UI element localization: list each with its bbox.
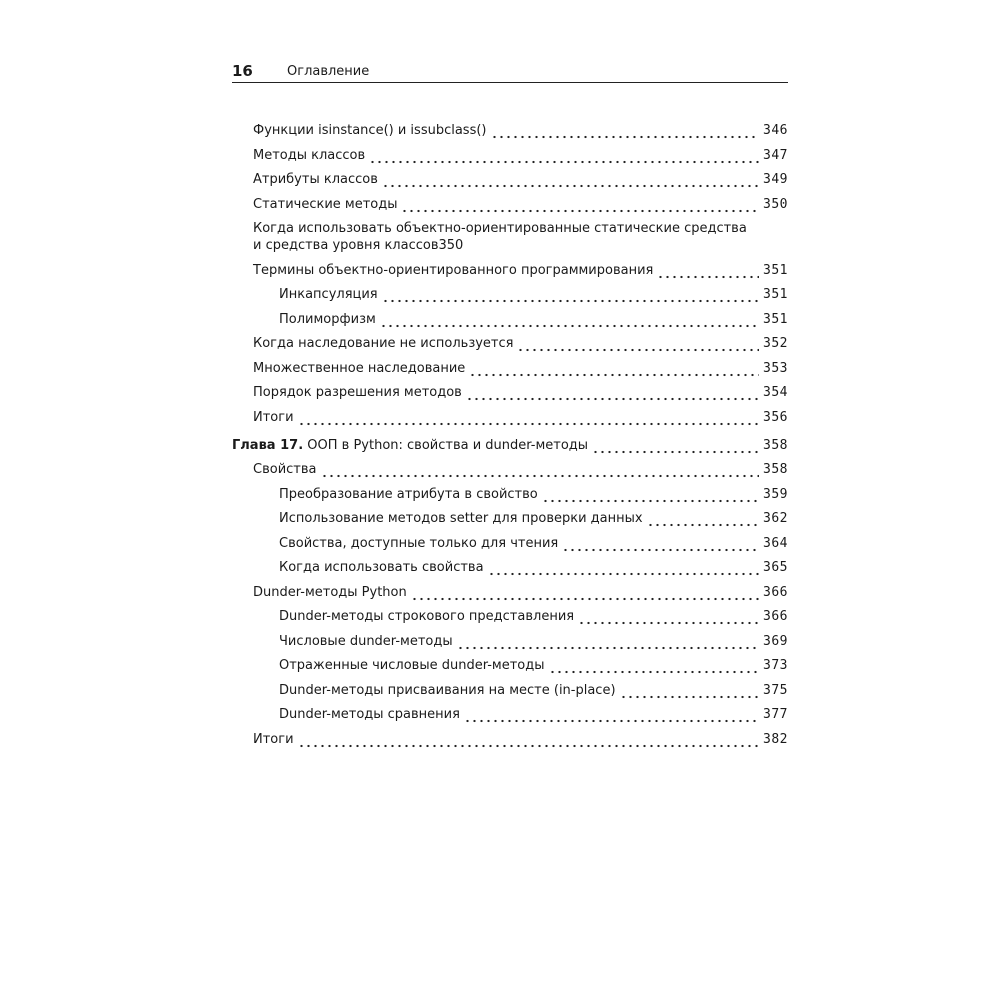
toc-entry-page: 382 <box>763 731 788 747</box>
toc-entry-page: 356 <box>763 409 788 425</box>
toc-entry[interactable] <box>232 262 788 279</box>
toc-entry-title: Множественное наследование <box>253 360 466 376</box>
toc-entry-page: 346 <box>763 123 788 138</box>
toc-entry-page: 353 <box>763 360 788 376</box>
toc-entry-page: 366 <box>763 609 788 624</box>
toc-entry[interactable] <box>232 335 788 352</box>
dot-leader <box>401 199 759 213</box>
dot-leader <box>380 314 759 328</box>
toc-entry[interactable] <box>232 706 788 723</box>
toc-entry[interactable] <box>232 486 788 503</box>
dot-leader <box>620 685 759 699</box>
toc-entry-title-line1: Когда использовать объектно-ориентированные статические средства <box>253 221 747 236</box>
chapter-title: ООП в Python: свойства и dunder-методы <box>307 437 589 453</box>
toc-entry-title: Функции isinstance() и issubclass() <box>253 123 487 138</box>
toc-entry[interactable] <box>232 196 788 213</box>
dot-leader <box>369 150 759 164</box>
toc-chapter-entry[interactable] <box>232 437 788 454</box>
dot-leader <box>562 538 759 552</box>
toc-entry[interactable] <box>232 657 788 674</box>
toc-entry-title: Преобразование атрибута в свойство <box>279 486 538 502</box>
toc-entry-title: Dunder-методы сравнения <box>279 707 460 722</box>
toc-entry-page: 350 <box>763 196 788 212</box>
dot-leader <box>382 289 759 303</box>
toc-entry[interactable] <box>232 122 788 139</box>
toc-entry-page: 351 <box>763 311 788 327</box>
toc-entry-page: 373 <box>763 658 788 673</box>
page-number: 16 <box>232 62 253 80</box>
toc-entry-title: Порядок разрешения методов <box>253 385 462 400</box>
toc-entry-title: Методы классов <box>253 147 366 163</box>
toc-entry-title: Полиморфизм <box>279 311 376 327</box>
toc-entry[interactable] <box>232 682 788 699</box>
dot-leader <box>469 363 759 377</box>
dot-leader <box>382 174 759 188</box>
toc-entry-title: Dunder-методы строкового представления <box>279 609 575 624</box>
toc-entry-title: Свойства, доступные только для чтения <box>279 535 559 551</box>
toc-entry-page: 351 <box>763 262 788 278</box>
toc-entry-page: 350 <box>438 238 464 253</box>
dot-leader <box>457 636 759 650</box>
toc-entry-page: 362 <box>763 511 788 526</box>
toc-entry-title: Итоги <box>253 731 294 747</box>
toc-entry-title: Использование методов setter для проверки данных <box>279 511 643 526</box>
dot-leader <box>298 412 759 426</box>
toc-entry[interactable] <box>232 171 788 188</box>
running-header <box>232 60 788 83</box>
dot-leader <box>298 734 759 748</box>
toc-entry-title-line2: и средства уровня классов <box>253 238 439 253</box>
toc-entry-page: 351 <box>763 287 788 302</box>
toc-entry[interactable] <box>232 584 788 601</box>
dot-leader <box>592 440 759 454</box>
dot-leader <box>517 338 759 352</box>
dot-leader <box>491 125 760 139</box>
dot-leader <box>488 562 759 576</box>
toc-entry[interactable] <box>232 535 788 552</box>
toc-entry-page: 366 <box>763 584 788 600</box>
toc-entry-page: 358 <box>763 437 788 453</box>
dot-leader <box>466 387 759 401</box>
toc-entry-page: 358 <box>763 462 788 477</box>
toc-entry-title: Числовые dunder-методы <box>279 633 453 649</box>
toc-entry-title: Свойства <box>253 462 317 477</box>
toc-entry[interactable] <box>232 731 788 748</box>
toc-entry[interactable] <box>232 147 788 164</box>
toc-entry-title: Когда наследование не используется <box>253 336 514 351</box>
dot-leader <box>411 587 759 601</box>
chapter-label: Глава 17. <box>232 437 304 453</box>
toc-entry[interactable] <box>232 384 788 401</box>
toc-entry[interactable] <box>232 461 788 478</box>
toc-entry-page: 375 <box>763 682 788 698</box>
toc-entry-page: 377 <box>763 707 788 722</box>
dot-leader <box>549 660 760 674</box>
toc-entry-title: Статические методы <box>253 196 398 212</box>
running-title: Оглавление <box>287 63 370 79</box>
dot-leader <box>647 513 759 527</box>
toc-entry-page: 349 <box>763 172 788 187</box>
dot-leader <box>657 265 759 279</box>
toc-entry-title: Атрибуты классов <box>253 172 378 187</box>
dot-leader <box>464 709 759 723</box>
toc-entry-title: Dunder-методы Python <box>253 584 407 600</box>
toc-entry[interactable] <box>232 633 788 650</box>
toc-entry-page: 359 <box>763 486 788 502</box>
toc-entry-title: Когда использовать свойства <box>279 560 484 575</box>
toc-entry[interactable] <box>232 360 788 377</box>
table-of-contents <box>232 122 788 755</box>
toc-entry-title: Термины объектно-ориентированного программирования <box>253 262 654 278</box>
toc-entry-title: Итоги <box>253 409 294 425</box>
toc-entry[interactable] <box>232 409 788 426</box>
toc-entry-title: Отраженные числовые dunder-методы <box>279 658 545 673</box>
toc-entry-page: 354 <box>763 385 788 400</box>
toc-entry-page: 369 <box>763 633 788 649</box>
toc-entry-page: 352 <box>763 336 788 351</box>
toc-entry[interactable] <box>232 220 788 254</box>
toc-entry[interactable] <box>232 559 788 576</box>
dot-leader <box>542 489 759 503</box>
toc-entry[interactable] <box>232 286 788 303</box>
toc-entry-title: Dunder-методы присваивания на месте (in-place) <box>279 682 616 698</box>
toc-entry-title: Инкапсуляция <box>279 287 378 302</box>
dot-leader <box>578 611 759 625</box>
toc-entry[interactable] <box>232 608 788 625</box>
toc-entry-page: 365 <box>763 560 788 575</box>
toc-entry-page: 347 <box>763 147 788 163</box>
toc-entry[interactable] <box>232 510 788 527</box>
dot-leader <box>321 464 760 478</box>
toc-entry[interactable] <box>232 311 788 328</box>
toc-entry-page: 364 <box>763 535 788 551</box>
